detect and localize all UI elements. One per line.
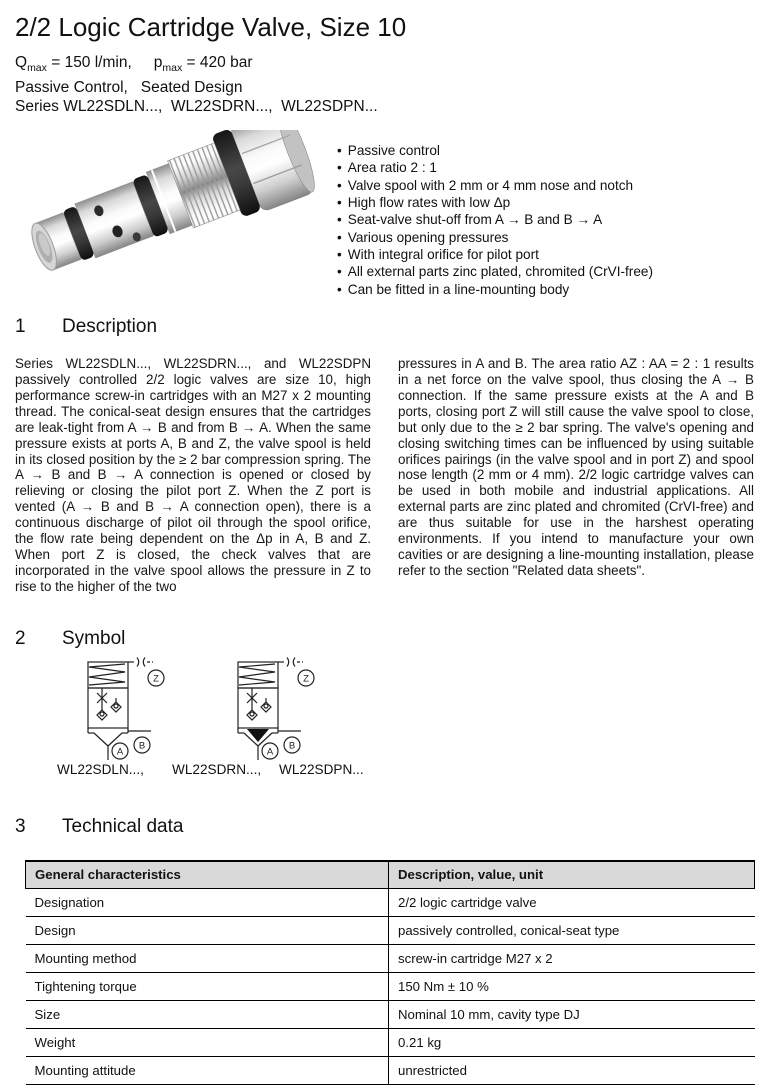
row-value: screw-in cartridge M27 x 2 xyxy=(389,944,755,972)
port-label-a: A xyxy=(116,746,124,758)
table-row xyxy=(26,972,755,1000)
section-number: 1 xyxy=(15,316,26,337)
list-item: • Various opening pressures xyxy=(337,229,509,245)
section-heading-technical-data xyxy=(15,816,183,838)
bullet-icon: • xyxy=(337,229,342,245)
bullet-icon: • xyxy=(337,247,342,263)
section-number: 3 xyxy=(15,816,26,837)
column-header-description: Description, value, unit xyxy=(389,861,755,888)
list-item: • Valve spool with 2 mm or 4 mm nose and notch xyxy=(337,177,634,193)
description-column-right: pressures in A and B. The area ratio AZ : AA = 2 : 1 results in a net force on the valve spool, thus closing the A → B connection. If the same pressure exists at the A and B ports, closing port Z will still cause the valve spool to close, but only due to the ≥ 2 bar spring. The valve's opening and closing switching times can be influenced by using suitable orifices pairings (in the valve spool and in port Z) and spool nose length (2 mm or 4 mm). 2/2 logic cartridge valves can be used in both mobile and industrial applications. All external parts are zinc plated and chromited (CrVI-free) and are thus suitable for use in the harshest operating environments. If you intend to manufacture your own cavities or are designing a line-mounting installation, please refer to the section "Related data sheets". xyxy=(398,356,754,578)
bullet-icon: • xyxy=(337,264,342,280)
technical-data-table-wrap xyxy=(25,860,755,1085)
row-value: 150 Nm ± 10 % xyxy=(389,972,755,1000)
row-value: 0.21 kg xyxy=(389,1028,755,1056)
list-item: • Seat-valve shut-off from A → B and B → A xyxy=(337,212,603,228)
description-body xyxy=(15,356,754,595)
row-value: 2/2 logic cartridge valve xyxy=(389,888,755,916)
symbol-labels xyxy=(0,762,769,782)
section-title: Technical data xyxy=(62,816,184,837)
row-value: Nominal 10 mm, cavity type DJ xyxy=(389,1000,755,1028)
row-value: passively controlled, conical-seat type xyxy=(389,916,755,944)
column-header-characteristics: General characteristics xyxy=(26,861,389,888)
list-item: • With integral orifice for pilot port xyxy=(337,247,539,263)
bullet-icon: • xyxy=(337,212,342,228)
bullet-icon: • xyxy=(337,160,342,176)
list-item: • All external parts zinc plated, chromited (CrVI-free) xyxy=(337,264,653,280)
section-number: 2 xyxy=(15,628,26,649)
valve-photo xyxy=(8,130,330,308)
table-row xyxy=(26,888,755,916)
symbol-label-sdln: WL22SDLN..., xyxy=(57,762,144,777)
list-item: • Passive control xyxy=(337,143,440,158)
row-label: Designation xyxy=(26,888,389,916)
row-label: Tightening torque xyxy=(26,972,389,1000)
subtitle-control-design: Passive Control, Seated Design xyxy=(15,79,243,97)
subtitle-series: Series WL22SDLN..., WL22SDRN..., WL22SDPN... xyxy=(15,98,378,116)
port-label-z: Z xyxy=(303,673,309,685)
hydraulic-symbol-sdln xyxy=(76,656,176,766)
list-item: • Can be fitted in a line-mounting body xyxy=(337,281,570,297)
pmax-value: = 420 bar xyxy=(182,54,253,71)
table-row xyxy=(26,916,755,944)
symbol-label-sdrn: WL22SDRN..., xyxy=(172,762,262,777)
section-heading-description xyxy=(15,316,157,338)
port-label-z: Z xyxy=(153,673,159,685)
feature-list xyxy=(337,142,762,298)
row-label: Weight xyxy=(26,1028,389,1056)
table-row xyxy=(26,1028,755,1056)
page-title: 2/2 Logic Cartridge Valve, Size 10 xyxy=(15,12,407,42)
bullet-icon: • xyxy=(337,195,342,211)
table-row xyxy=(26,944,755,972)
description-column-left: Series WL22SDLN..., WL22SDRN..., and WL22SDPN passively controlled 2/2 logic valves are size 10, high performance screw-in cartridges with an M27 x 2 mounting thread. The conical-seat design ensures that the cartridges are leak-tight from A → B and from B → A. When the same pressure exists at ports A, B and Z, the valve spool is held in its closed position by the ≥ 2 bar compression spring. The A → B and B → A connection is opened or closed by relieving or closing the pilot port Z. When the Z port is vented (A → B and B → A connection open), there is a continuous discharge of pilot oil through the spool orifice, the flow rate being dependent on the Δp in A, B and Z. When port Z is closed, the check valves that are incorporated in the valve spool allows the pressure in Z to rise to the higher of the two xyxy=(15,356,371,594)
row-label: Design xyxy=(26,916,389,944)
qmax-symbol: Q xyxy=(15,54,28,71)
pmax-symbol: p xyxy=(153,54,163,71)
list-item: • Area ratio 2 : 1 xyxy=(337,160,437,176)
row-label: Size xyxy=(26,1000,389,1028)
section-title: Symbol xyxy=(62,628,126,649)
table-row xyxy=(26,1056,755,1084)
table-header-row xyxy=(26,861,755,888)
subtitle-ratings xyxy=(15,53,378,78)
section-title: Description xyxy=(62,316,158,337)
row-label: Mounting attitude xyxy=(26,1056,389,1084)
symbol-label-sdpn: WL22SDPN... xyxy=(279,762,364,777)
table-row xyxy=(26,1000,755,1028)
bullet-icon: • xyxy=(337,281,342,297)
qmax-value: = 150 l/min, xyxy=(46,54,132,71)
port-label-a: A xyxy=(266,746,274,758)
port-label-b: B xyxy=(288,740,296,752)
bullet-icon: • xyxy=(337,143,342,158)
port-label-b: B xyxy=(138,740,146,752)
hydraulic-symbol-sdrn-sdpn xyxy=(226,656,326,766)
row-label: Mounting method xyxy=(26,944,389,972)
header-subtitle xyxy=(15,53,378,116)
pmax-subscript: max xyxy=(162,62,183,75)
list-item: • High flow rates with low Δp xyxy=(337,195,511,211)
seat-poppet-mark xyxy=(247,729,269,742)
bullet-icon: • xyxy=(337,177,342,193)
section-heading-symbol xyxy=(15,628,125,650)
technical-data-table xyxy=(25,860,755,1085)
qmax-subscript: max xyxy=(27,62,47,75)
row-value: unrestricted xyxy=(389,1056,755,1084)
